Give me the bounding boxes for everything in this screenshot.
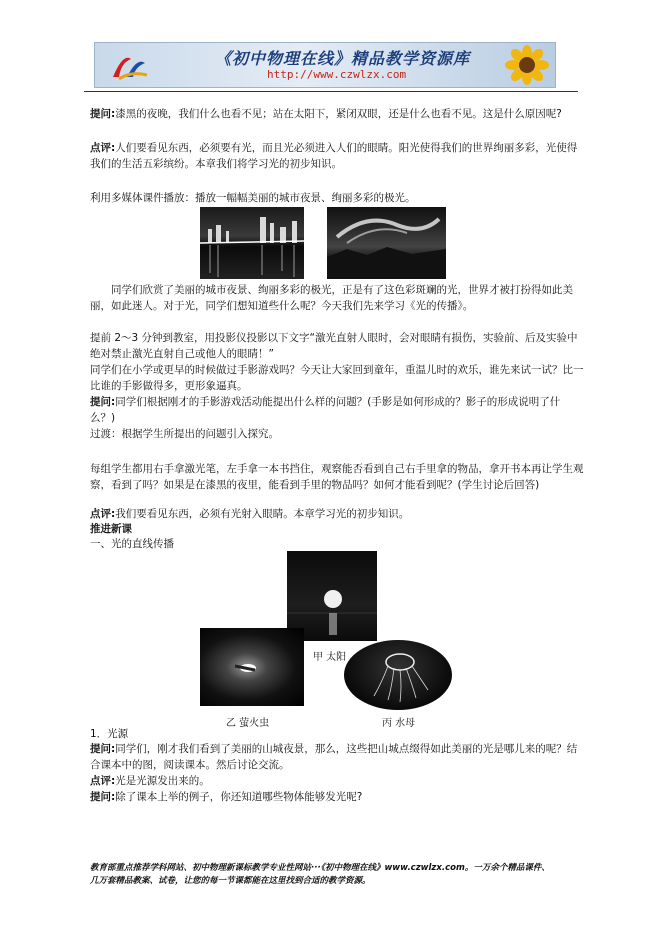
- label-dianping: 点评:: [90, 508, 116, 520]
- paragraph-question-4: [90, 789, 584, 805]
- logo-icon: [109, 49, 149, 81]
- paragraph-text: 同学们根据刚才的手影游戏活动能提出什么样的问题？(手影是如何形成的？影子的形成说明了什么？): [90, 396, 561, 424]
- label-tiwen: 提问:: [90, 743, 116, 755]
- paragraph-text: 漆黑的夜晚，我们什么也看不见；站在太阳下，紧闭双眼，还是什么也看不见。这是什么原因呢?: [115, 108, 562, 120]
- caption-sun: 甲 太阳: [313, 652, 347, 663]
- paragraph-text: 人们要看见东西，必须要有光，而且光必须进入人们的眼睛。阳光使得我们的世界绚丽多彩，光使得我们的生活五彩缤纷。本章我们将学习光的初步知识。: [90, 142, 578, 170]
- banner-url[interactable]: http://www.czwlzx.com: [267, 68, 407, 81]
- paragraph-multimedia: 利用多媒体课件播放：播放一幅幅美丽的城市夜景、绚丽多彩的极光。: [90, 192, 416, 204]
- paragraph-text: 同学们，刚才我们看到了美丽的山城夜景，那么，这些把山城点缀得如此美丽的光是哪儿来的呢？结合课本中的图，阅读课本。然后讨论交流。: [90, 743, 578, 771]
- paragraph-laser-warning: 提前 2～3 分钟到教室，用投影仪投影以下文字“激光直射人眼时，会对眼睛有损伤，实验前、后及实验中绝对禁止激光直射自己或他人的眼睛！”: [90, 332, 578, 360]
- paragraph-text: 除了课本上举的例子，你还知道哪些物体能够发光呢?: [115, 791, 363, 803]
- caption-jellyfish: 丙 水母: [382, 718, 416, 729]
- caption-firefly: 乙 萤火虫: [226, 718, 270, 729]
- header-banner: [94, 42, 556, 88]
- paragraph-laser-activity: 每组学生都用右手拿激光笔，左手拿一本书挡住，观察能否看到自己右手里拿的物品，拿开书本再让学生观察，看到了吗？如果是在漆黑的夜里，能看到手里的物品吗？如何才能看到呢？(学生讨论后回答): [90, 463, 584, 491]
- banner-title: 《初中物理在线》精品教学资源库: [215, 49, 471, 68]
- paragraph-transition: 过渡：根据学生所提出的问题引入探究。: [90, 428, 279, 440]
- aurora-photo: [327, 207, 446, 279]
- paragraph-question-1: [90, 106, 584, 122]
- label-tiwen: 提问:: [90, 791, 116, 803]
- subsection-light-source: 1．光源: [90, 728, 129, 740]
- paragraph-text: 光是光源发出来的。: [115, 775, 210, 787]
- subsection-heading: 一、光的直线传播: [90, 538, 174, 550]
- paragraph-question-2: [90, 394, 584, 426]
- firefly-photo: [200, 628, 304, 706]
- label-dianping: 点评:: [90, 775, 116, 787]
- paragraph-text: 我们要看见东西，必须有光射入眼睛。本章学习光的初步知识。: [115, 508, 410, 520]
- paragraph-comment-2: [90, 506, 584, 522]
- label-tiwen: 提问:: [90, 108, 116, 120]
- sunflower-icon: [503, 45, 551, 85]
- paragraph-question-3: [90, 741, 584, 773]
- jellyfish-photo: [344, 640, 452, 710]
- header-divider: [84, 91, 578, 92]
- paragraph-hand-shadow: 同学们在小学或更早的时候做过手影游戏吗？今天让大家回到童年，重温儿时的欢乐，谁先来试一试？比一比谁的手影做得多，更形象逼真。: [90, 364, 584, 392]
- section-heading: 推进新课: [90, 523, 132, 535]
- footer-line-2: 几万套精品教案、试卷，让您的每一节课都能在这里找到合适的教学资源。: [90, 876, 371, 886]
- paragraph-comment-1: [90, 140, 584, 172]
- city-night-photo: [200, 207, 304, 279]
- label-tiwen: 提问:: [90, 396, 116, 408]
- footer-line-1: 教育部重点推荐学科网站、初中物理新课标教学专业性网站···《初中物理在线》www.czwlzx.com。一万余个精品课件、: [90, 863, 550, 873]
- paragraph-intro: 同学们欣赏了美丽的城市夜景、绚丽多彩的极光，正是有了这色彩斑斓的光，世界才被打扮得如此美丽，如此迷人。对于光，同学们想知道些什么呢？今天我们先来学习《光的传播》。: [90, 284, 573, 312]
- label-dianping: 点评:: [90, 142, 116, 154]
- footer-note: [90, 862, 590, 888]
- paragraph-comment-3: [90, 773, 584, 789]
